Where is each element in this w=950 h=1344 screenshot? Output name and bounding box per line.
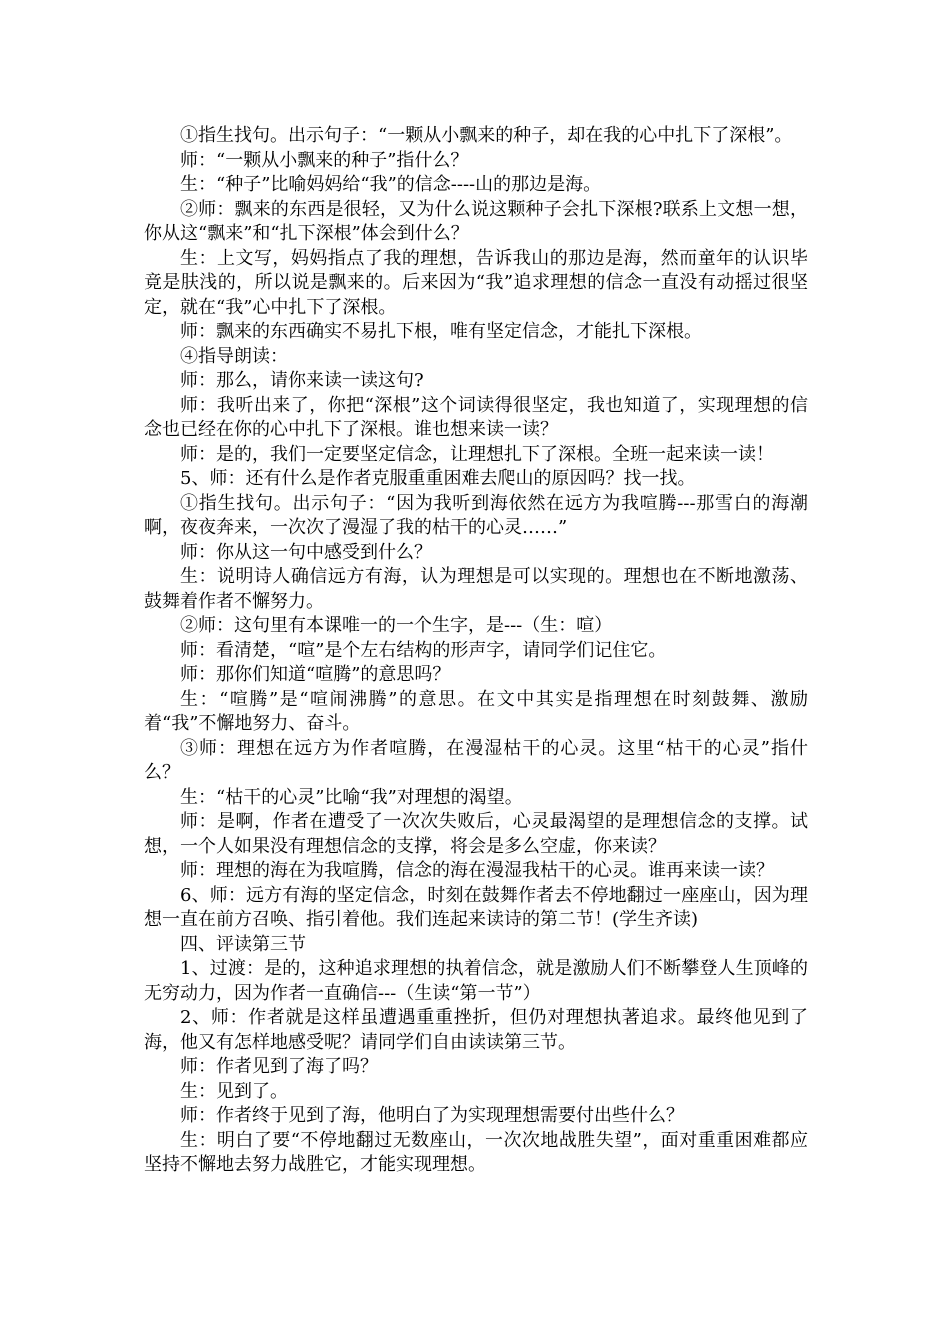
paragraph: 生：“种子”比喻妈妈给“我”的信念----山的那边是海。 [180, 174, 602, 195]
paragraph: ①指生找句。出示句子：“一颗从小飘来的种子，却在我的心中扎下了深根”。 [180, 125, 793, 146]
paragraph: ②师：飘来的东西是很轻，又为什么说这颗种子会扎下深根?联系上文想一想，你从这“飘来”和“扎下深根”体会到什么？ [144, 198, 808, 244]
section-heading: 四、评读第三节 [180, 933, 306, 955]
paragraph: 师：是啊，作者在遭受了一次次失败后，心灵最渴望的是理想信念的支撑。试想，一个人如果没有理想信念的支撑，将会是多么空虚，你来读？ [144, 811, 808, 857]
paragraph: 生：“喧腾”是“喧闹沸腾”的意思。在文中其实是指理想在时刻鼓舞、激励着“我”不懈地努力、奋斗。 [144, 688, 808, 734]
paragraph: ③师：理想在远方为作者喧腾，在漫湿枯干的心灵。这里“枯干的心灵”指什么？ [144, 737, 808, 783]
paragraph: 师：那么，请你来读一读这句? [180, 370, 424, 391]
paragraph: ②师：这句里有本课唯一的一个生字，是---（生：喧） [180, 615, 613, 636]
paragraph: ①指生找句。出示句子：“因为我听到海依然在远方为我喧腾---那雪白的海潮啊，夜夜奔来，一次次了漫湿了我的枯干的心灵……” [144, 492, 808, 538]
paragraph: 师：理想的海在为我喧腾，信念的海在漫湿我枯干的心灵。谁再来读一读？ [180, 860, 774, 881]
paragraph: 5、师：还有什么是作者克服重重困难去爬山的原因吗？找一找。 [180, 468, 696, 489]
paragraph: 生：说明诗人确信远方有海，认为理想是可以实现的。理想也在不断地激荡、鼓舞着作者不懈努力。 [144, 566, 808, 612]
paragraph: 生：“枯干的心灵”比喻“我”对理想的渴望。 [180, 786, 523, 808]
paragraph: 师：是的，我们一定要坚定信念，让理想扎下了深根。全班一起来读一读！ [180, 443, 774, 465]
paragraph: 师：飘来的东西确实不易扎下根，唯有坚定信念，才能扎下深根。 [180, 321, 702, 342]
paragraph: 生：见到了。 [180, 1080, 288, 1102]
paragraph: 师：你从这一句中感受到什么？ [180, 541, 432, 563]
paragraph: 生：明白了要“不停地翻过无数座山，一次次地战胜失望”，面对重重困难都应坚持不懈地去努力战胜它，才能实现理想。 [144, 1129, 808, 1175]
paragraph: 师：看清楚，“喧”是个左右结构的形声字，请同学们记住它。 [180, 639, 667, 661]
paragraph: 生：上文写，妈妈指点了我的理想，告诉我山的那边是海，然而童年的认识毕竟是肤浅的，所以说是飘来的。后来因为“我”追求理想的信念一直没有动摇过很坚定，就在“我”心中扎下了深根。 [144, 247, 808, 318]
paragraph: 6、师：远方有海的坚定信念，时刻在鼓舞作者去不停地翻过一座座山，因为理想一直在前方召唤、指引着他。我们连起来读诗的第二节！(学生齐读) [144, 884, 808, 930]
paragraph: 2、师：作者就是这样虽遭遇重重挫折，但仍对理想执著追求。最终他见到了海，他又有怎样地感受呢？请同学们自由读读第三节。 [144, 1007, 808, 1053]
paragraph: 师：作者见到了海了吗？ [180, 1056, 378, 1077]
paragraph: 1、过渡：是的，这种追求理想的执着信念，就是激励人们不断攀登人生顶峰的无穷动力，因为作者一直确信---（生读“第一节”） [144, 958, 808, 1004]
paragraph: 师：那你们知道“喧腾”的意思吗？ [180, 664, 451, 685]
paragraph: 师：我听出来了，你把“深根”这个词读得很坚定，我也知道了，实现理想的信念也已经在你的心中扎下了深根。谁也想来读一读？ [144, 394, 808, 440]
paragraph: 师：“一颗从小飘来的种子”指什么？ [180, 149, 469, 171]
paragraph: ④指导朗读： [180, 345, 288, 367]
document-body [144, 124, 808, 1178]
paragraph: 师：作者终于见到了海，他明白了为实现理想需要付出些什么？ [180, 1105, 684, 1126]
